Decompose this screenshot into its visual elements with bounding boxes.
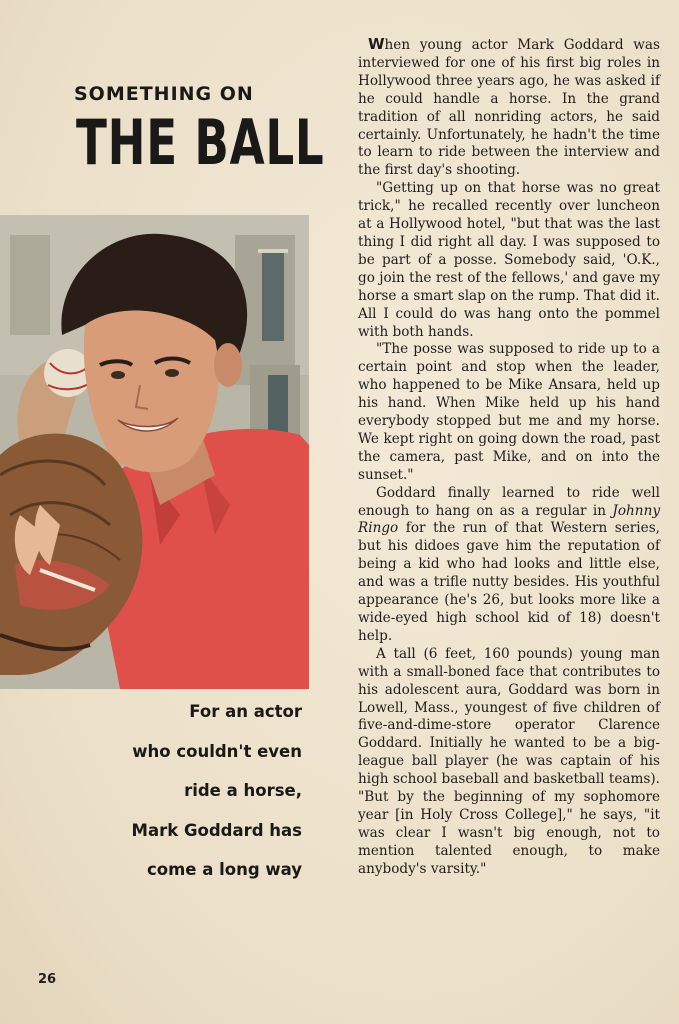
- tagline-line-1: For an actor: [189, 702, 302, 721]
- article-paragraph-4: [358, 485, 660, 646]
- paragraph-1-text: hen young actor Mark Goddard was interviewed for one of his first big roles in Hollywood three years ago, he was asked if he could handle a horse. In the grand tradition of all nonriding actors, he said certainly. Unfortunately, he hadn't the time to learn to ride between the interview and the first day's shooting.: [358, 37, 660, 179]
- tagline-line-5: come a long way: [146, 860, 302, 879]
- tagline-line-2: who couldn't even: [132, 741, 302, 761]
- tagline-line-3: ride a horse,: [184, 781, 302, 800]
- article-paragraph-1: [358, 36, 660, 180]
- headline-title: THE BALL: [76, 106, 325, 179]
- article-paragraph-5: A tall (6 feet, 160 pounds) young man with a small-boned face that contributes to his adolescent aura, Goddard was born in Lowell, Mass., youngest of five children of five-and-dime-store operator Clarence Goddard. Initially he wanted to be a big-league ball player (he was captain of his high school baseball and basketball teams). "But by the beginning of my sophomore year [in Holy Cross College]," he says, "it was clear I wasn't big enough, not to mention talented enough, to make anybody's varsity.": [358, 645, 660, 877]
- paragraph-4-text-a: Goddard finally learned to ride well enough to hang on as a regular in: [358, 484, 660, 519]
- photo-tagline: [60, 700, 302, 898]
- show-title-italic: Johnny Ringo: [358, 502, 660, 537]
- article-paragraph-2: "Getting up on that horse was no great trick," he recalled recently over luncheon at a Hollywood hotel, "but that was the last thing I did right all day. I was supposed to be part of a posse. Somebody said, 'O.K., go join the rest of the fellows,' and gave my horse a smart slap on the rump. That did it. All I could do was hang onto the pommel with both hands.: [358, 180, 660, 340]
- article-paragraph-3: "The posse was supposed to ride up to a certain point and stop when the leader, who happened to be Mike Ansara, held up his hand. When Mike held up his hand everybody stopped but me and my horse. We kept right on going down the road, past the camera, past Mike, and on into the sunset.": [358, 341, 660, 483]
- page-number: 26: [38, 972, 57, 987]
- article-body: [358, 36, 660, 879]
- paragraph-4-text-b: for the run of that Western series, but his didoes gave him the reputation of being a kid who had looks and little else, and was a trifle nutty besides. His youthful appearance (he's 26, but looks more like a wide-eyed high school kid of 18) doesn't help.: [358, 520, 660, 644]
- drop-cap: W: [368, 35, 385, 53]
- tagline-line-4: Mark Goddard has: [131, 820, 302, 840]
- headline-kicker: SOMETHING ON: [74, 83, 254, 105]
- photo-mark-goddard: [0, 215, 309, 689]
